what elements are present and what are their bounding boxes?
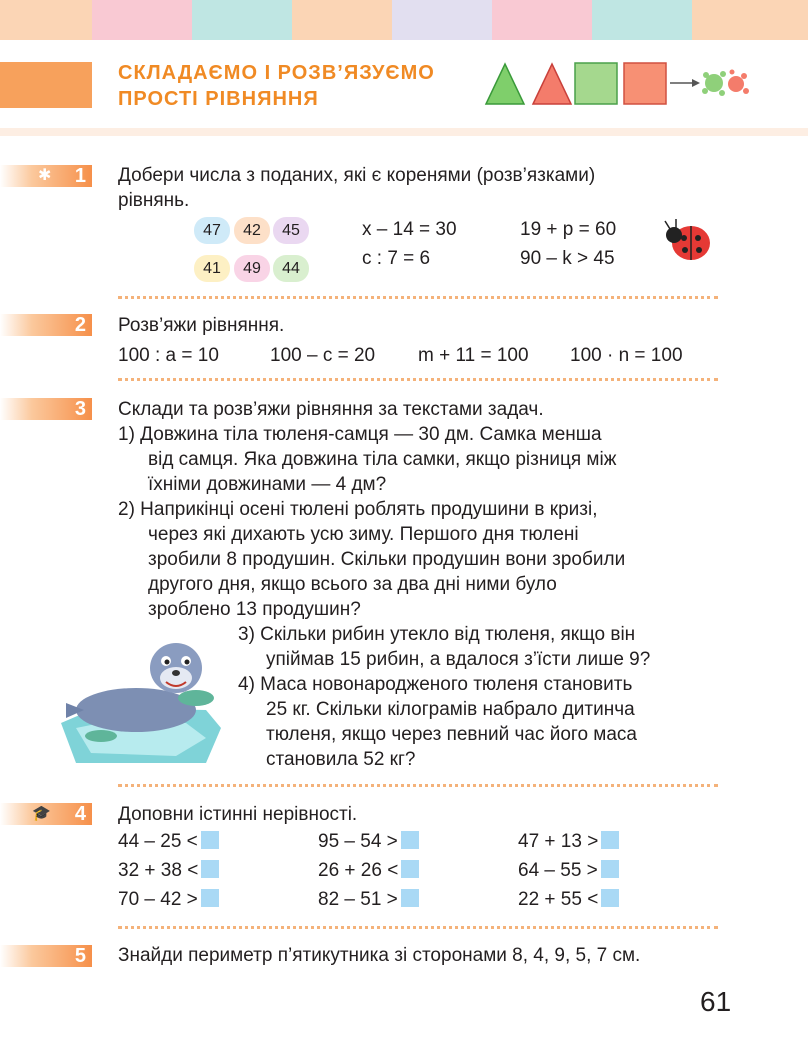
green-triangle-icon xyxy=(486,64,524,104)
dotted-divider xyxy=(118,296,718,299)
answer-box[interactable] xyxy=(601,860,619,878)
inequality: 47 + 13 > xyxy=(518,830,619,855)
task3-text: 2) Наприкінці осені тюлені роблять продушини в кризі, xyxy=(118,499,598,520)
equation: 100 – c = 20 xyxy=(270,345,376,366)
title-line-2: ПРОСТІ РІВНЯННЯ xyxy=(118,88,319,110)
inequality: 64 – 55 > xyxy=(518,859,619,884)
task3-text: 4) Маса новонародженого тюленя становить xyxy=(238,674,633,695)
task3-text: Склади та розв’яжи рівняння за текстами задач. xyxy=(118,399,544,420)
task-number: 3 xyxy=(74,398,86,420)
answer-box[interactable] xyxy=(201,889,219,907)
equation: 90 – k > 45 xyxy=(520,248,615,269)
task-number-tab xyxy=(0,314,92,336)
graduation-cap-icon: 🎓 xyxy=(32,805,51,822)
answer-box[interactable] xyxy=(201,860,219,878)
task5-text: Знайди периметр п’ятикутника зі сторонами 8, 4, 9, 5, 7 см. xyxy=(118,945,641,966)
task-number-tab xyxy=(0,165,92,187)
task3-text: від самця. Яка довжина тіла самки, якщо різниця між xyxy=(148,449,617,470)
task3-text: 1) Довжина тіла тюленя-самця — 30 дм. Самка менша xyxy=(118,424,602,445)
task-number: 1 xyxy=(74,165,86,187)
red-square-icon xyxy=(624,63,666,104)
task4-text: Доповни істинні нерівності. xyxy=(118,804,358,825)
page-title xyxy=(118,60,435,112)
ladybug-icon xyxy=(662,216,716,266)
dotted-divider xyxy=(118,378,718,381)
splash-icon xyxy=(702,70,749,97)
inequality: 26 + 26 < xyxy=(318,859,419,884)
task-number: 2 xyxy=(74,314,86,336)
number-chip: 49 xyxy=(234,255,270,282)
top-stripe xyxy=(592,0,692,40)
title-accent-bar xyxy=(0,62,92,108)
top-stripe xyxy=(0,0,92,40)
task3-text: зроблено 13 продушин? xyxy=(148,599,361,620)
task1-text: Добери числа з поданих, які є коренями (розв’язками) xyxy=(118,165,596,186)
inequality: 22 + 55 < xyxy=(518,888,619,913)
inequality: 70 – 42 > xyxy=(118,888,219,913)
task3-text: тюленя, якщо через певний час його маса xyxy=(266,724,637,745)
equation: 100 · n = 100 xyxy=(570,345,683,366)
task-number: 4 xyxy=(74,803,86,825)
header-divider xyxy=(0,128,808,136)
task3-text: упіймав 15 рибин, а вдалося з’їсти лише 9? xyxy=(266,649,651,670)
top-stripe xyxy=(92,0,192,40)
answer-box[interactable] xyxy=(601,831,619,849)
dotted-divider xyxy=(118,926,718,929)
task3-text: становила 52 кг? xyxy=(266,749,416,770)
red-triangle-icon xyxy=(533,64,571,104)
equation: 100 : a = 10 xyxy=(118,345,219,366)
task-number: 5 xyxy=(74,945,86,967)
equation: m + 11 = 100 xyxy=(418,345,529,366)
answer-box[interactable] xyxy=(601,889,619,907)
top-stripe xyxy=(692,0,808,40)
task2-text: Розв’яжи рівняння. xyxy=(118,315,285,336)
number-chip: 41 xyxy=(194,255,230,282)
page-number: 61 xyxy=(700,986,732,1017)
top-stripe xyxy=(192,0,292,40)
green-square-icon xyxy=(575,63,617,104)
answer-box[interactable] xyxy=(401,831,419,849)
task-number-tab xyxy=(0,398,92,420)
equation: x – 14 = 30 xyxy=(362,219,457,240)
inequality: 32 + 38 < xyxy=(118,859,219,884)
task3-text: через які дихають усю зиму. Першого дня тюлені xyxy=(148,524,579,545)
top-stripe xyxy=(292,0,392,40)
number-chip: 44 xyxy=(273,255,309,282)
task3-text: зробили 8 продушин. Скільки продушин вони зробили xyxy=(148,549,626,570)
number-chip: 47 xyxy=(194,217,230,244)
inequality: 82 – 51 > xyxy=(318,888,419,913)
inequality: 44 – 25 < xyxy=(118,830,219,855)
task3-text: 25 кг. Скільки кілограмів набрало дитинча xyxy=(266,699,635,720)
answer-box[interactable] xyxy=(401,860,419,878)
star-icon: ✱ xyxy=(38,167,52,184)
number-chip: 45 xyxy=(273,217,309,244)
task3-text: другого дня, якщо всього за два дні ними було xyxy=(148,574,557,595)
task-number-tab xyxy=(0,803,92,825)
top-stripe xyxy=(492,0,592,40)
task3-text: їхніми довжинами — 4 дм? xyxy=(148,474,387,495)
answer-box[interactable] xyxy=(201,831,219,849)
title-line-1: СКЛАДАЄМО І РОЗВ’ЯЗУЄМО xyxy=(118,62,435,84)
number-chip: 42 xyxy=(234,217,270,244)
dotted-divider xyxy=(118,784,718,787)
inequality: 95 – 54 > xyxy=(318,830,419,855)
task1-text: рівнянь. xyxy=(118,190,190,211)
seal-illustration xyxy=(56,628,226,768)
task3-text: 3) Скільки рибин утекло від тюленя, якщо він xyxy=(238,624,636,645)
top-stripe xyxy=(392,0,492,40)
answer-box[interactable] xyxy=(401,889,419,907)
equation: 19 + p = 60 xyxy=(520,219,617,240)
task-number-tab xyxy=(0,945,92,967)
equation: c : 7 = 6 xyxy=(362,248,431,269)
shapes-illustration xyxy=(482,58,762,110)
